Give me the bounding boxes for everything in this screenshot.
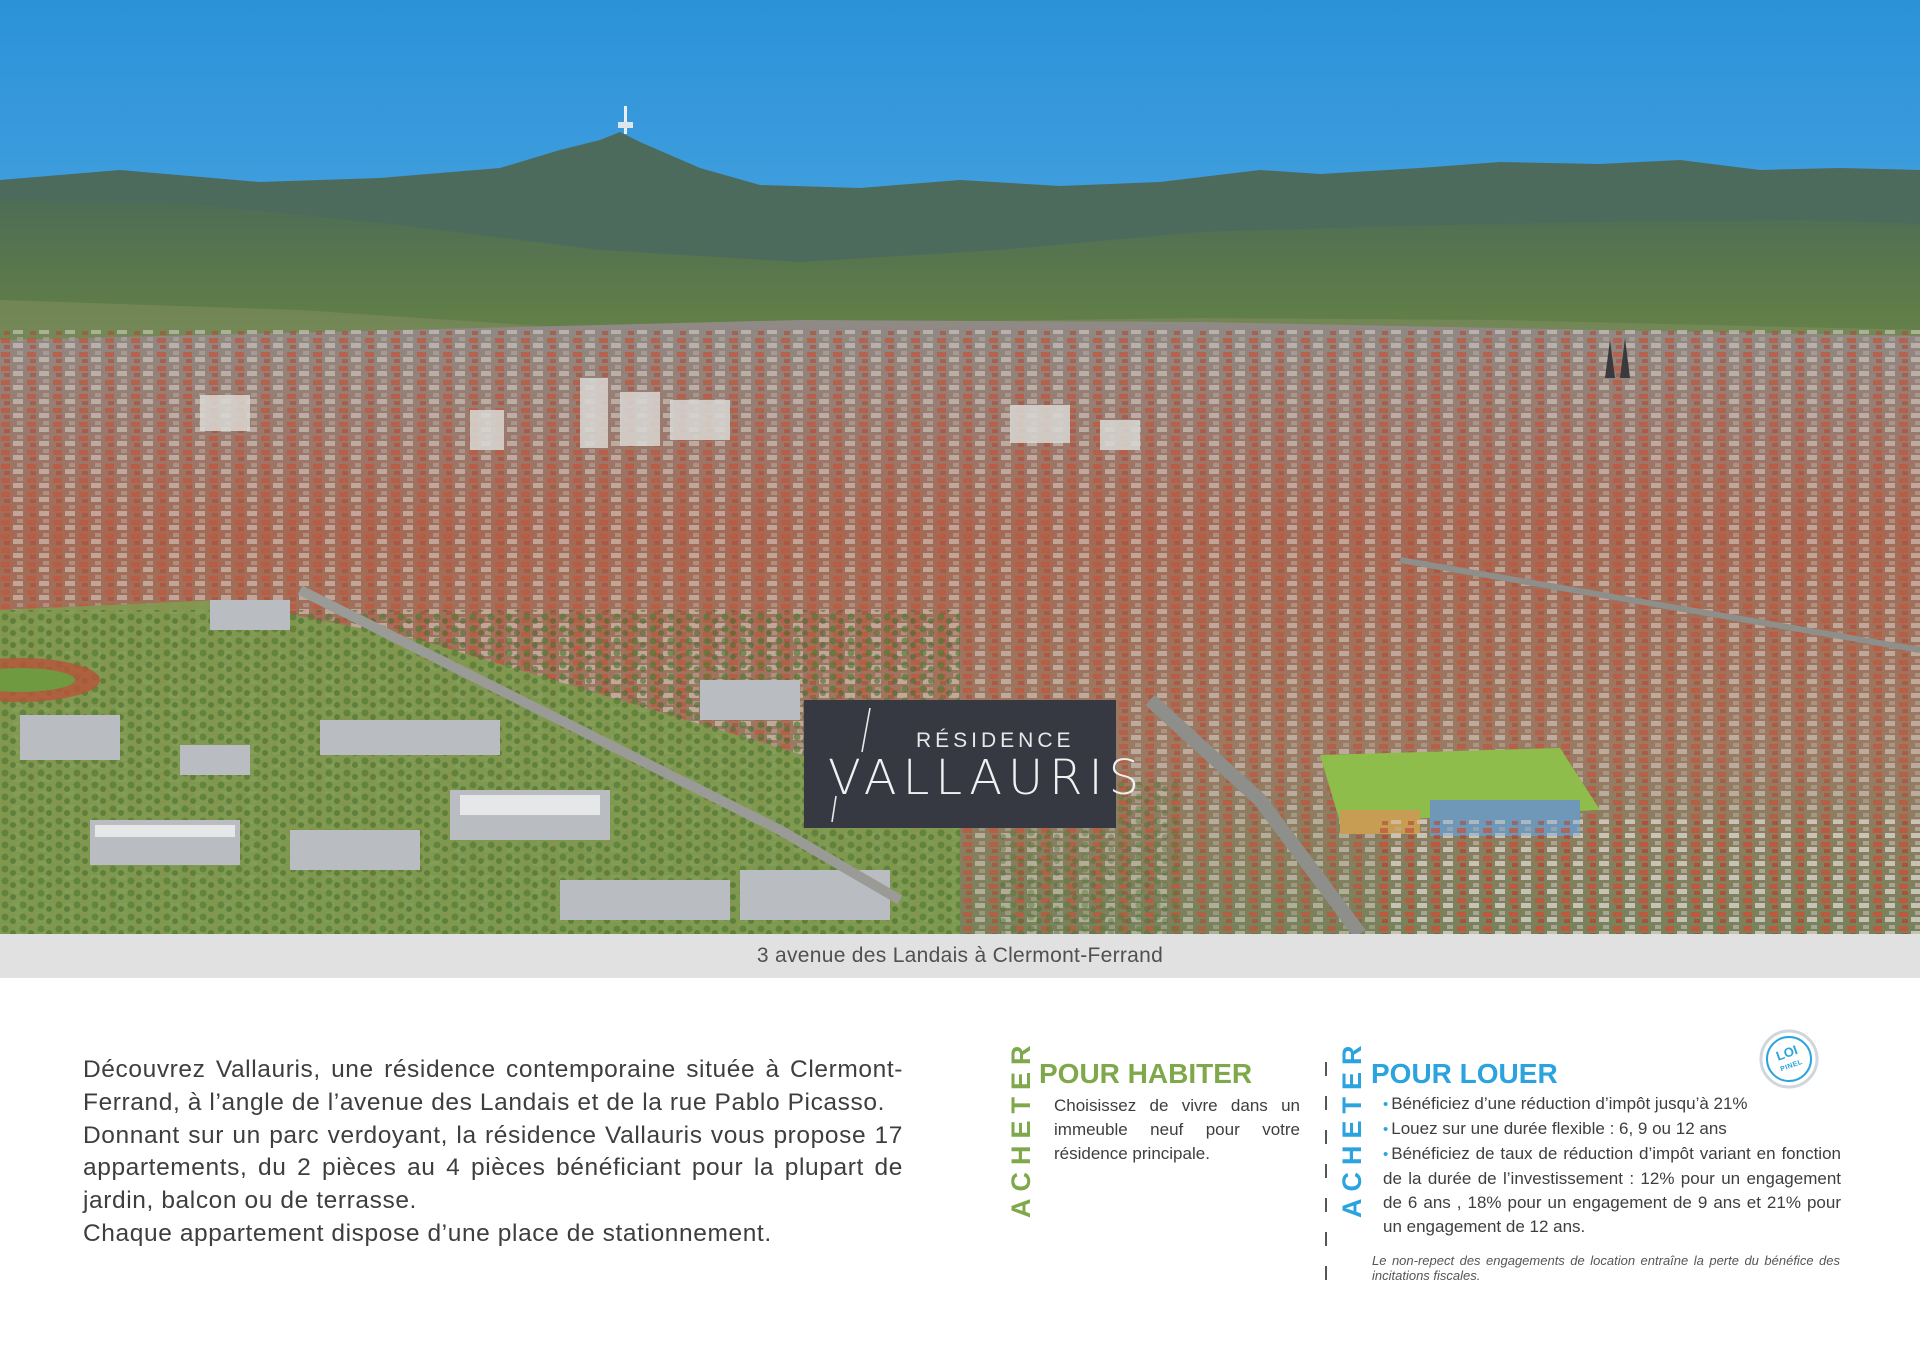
list-item: • Louez sur une durée flexible : 6, 9 ou 12 ans: [1383, 1119, 1727, 1138]
list-item: • Bénéficiez d’une réduction d’impôt jusqu’à 21%: [1383, 1094, 1748, 1113]
description-paragraph: Chaque appartement dispose d’une place de stationnement.: [83, 1219, 772, 1247]
column-separator: [1325, 1062, 1327, 1282]
bullet-icon: •: [1383, 1121, 1389, 1138]
pour-louer-list: [1383, 1092, 1841, 1239]
bullet-icon: •: [1383, 1096, 1389, 1113]
description-paragraph: Donnant sur un parc verdoyant, la résidence Vallauris vous propose 17 appartements, du 2 pièces au 4 pièces bénéficiant pour la plupart de jardin, balcon ou de terrasse.: [83, 1121, 903, 1215]
pour-habiter-text: Choisissez de vivre dans un immeuble neuf pour votre résidence principale.: [1054, 1096, 1300, 1163]
pour-habiter-title: POUR HABITER: [1039, 1058, 1253, 1089]
description: [83, 1054, 903, 1251]
acheter-vertical-label-habiter: ACHETER: [1006, 1038, 1036, 1218]
logo-title: VALLAURIS: [828, 750, 1146, 806]
acheter-vertical-label-louer: ACHETER: [1337, 1038, 1367, 1218]
bullet-icon: •: [1383, 1146, 1389, 1163]
address-text: 3 avenue des Landais à Clermont-Ferrand: [756, 944, 1164, 967]
disclaimer: Le non-repect des engagements de location entraîne la perte du bénéfice des incitations fiscales.: [1372, 1253, 1840, 1283]
address-bar: [0, 934, 1920, 978]
residence-logo: [804, 700, 1146, 828]
description-paragraph: Découvrez Vallauris, une résidence contemporaine située à Clermont-Ferrand, à l’angle de l’avenue des Landais et de la rue Pablo Picasso.: [83, 1056, 903, 1116]
loi-pinel-badge-icon: [1758, 1028, 1820, 1090]
badge-line2: PINEL: [1779, 1058, 1804, 1074]
badge-line1: LOI: [1774, 1042, 1800, 1064]
list-item: • Bénéficiez de taux de réduction d’impôt variant en fonction de la durée de l’investissement : 12% pour un engagement de 6 ans , 18% pour un engagement de 9 ans et 21% pour un engagement de 12 ans.: [1383, 1144, 1841, 1236]
logo-subtitle: RÉSIDENCE: [916, 729, 1075, 752]
pour-louer-title: POUR LOUER: [1371, 1058, 1558, 1089]
